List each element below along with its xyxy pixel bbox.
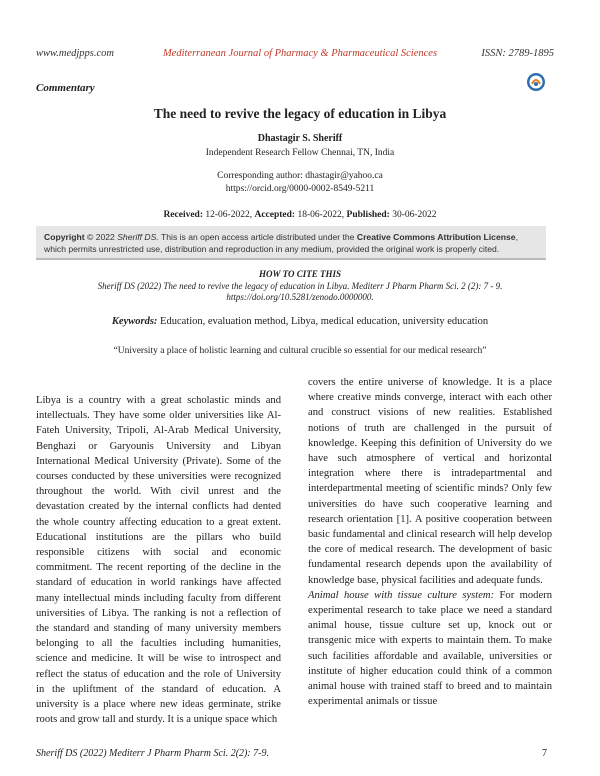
citation-line: Sheriff DS (2022) The need to revive the legacy of education in Libya. Mediterr J Pharm Pharm Sci. 2 (2): 7 - 9. [97, 281, 503, 291]
citation-text [60, 281, 540, 303]
article-type: Commentary [36, 82, 95, 94]
journal-website: www.medjpps.com [36, 48, 114, 59]
article-title: The need to revive the legacy of education in Libya [153, 106, 447, 121]
copyright-holder: Sheriff DS. [117, 232, 159, 242]
open-access-icon [526, 72, 546, 92]
author-name: Dhastagir S. Sheriff [257, 133, 343, 144]
doi-link[interactable]: https://doi.org/10.5281/zenodo.0000000. [226, 292, 374, 302]
subsection-heading: Animal house with tissue culture system: [308, 589, 495, 601]
license-link[interactable]: Creative Commons Attribution License [356, 232, 516, 242]
keywords-text: Education, evaluation method, Libya, medical education, university education [160, 316, 489, 327]
author-affiliation: Independent Research Fellow Chennai, TN, India [205, 148, 395, 158]
corresponding-info [0, 170, 600, 196]
keywords-label: Keywords: [111, 316, 158, 327]
issn: ISSN: 2789-1895 [481, 48, 554, 59]
copyright-text-2: , which permits unrestricted use, distribution and reproduction in any medium, provided the original work is properly cited. [44, 232, 518, 254]
copyright-year: © 2022 [86, 232, 115, 242]
keywords [0, 316, 600, 327]
subsection-text: For modern experimental research to take place we need a standard animal house, tissue culture set up, knock out or transgenic mice with experts to maintain them. To make such facilities affordable and available, universities or institute of higher education could think of a common animal house with trained staff to breed and to maintain experimental animals or tissue [308, 589, 552, 708]
body-paragraph [308, 588, 552, 710]
copyright-label: Copyright [44, 232, 85, 242]
corresponding-email[interactable]: Corresponding author: dhastagir@yahoo.ca [217, 171, 383, 181]
body-column-left [36, 393, 281, 727]
how-to-cite-heading: HOW TO CITE THIS [259, 269, 341, 279]
accepted-date: 18-06-2022, [297, 210, 345, 220]
page-number: 7 [542, 748, 547, 759]
orcid-link[interactable]: https://orcid.org/0000-0002-8549-5211 [225, 184, 375, 194]
pull-quote: “University a place of holistic learning and cultural crucible so essential for our medical research” [113, 346, 487, 356]
received-label: Received: [163, 210, 204, 220]
footer-citation: Sheriff DS (2022) Mediterr J Pharm Pharm Sci. 2(2): 7-9. [36, 748, 270, 759]
published-date: 30-06-2022 [392, 210, 437, 220]
accepted-label: Accepted: [254, 210, 296, 220]
copyright-notice [36, 226, 546, 260]
copyright-text: This is an open access article distributed under the [161, 232, 355, 242]
received-date: 12-06-2022, [205, 210, 253, 220]
body-paragraph: covers the entire universe of knowledge. It is a place where creative minds converge, interact with each other and construct visions of new realities. Established notions of truth are challenged in the pursuit of knowledge. Keeping this definition of University do we have such atmosphere of vertical and horizontal integration where there is intradepartmental and interdepartmental meeting of scientific minds? Only few universities do have such cooperative learning and research orientation [1]. A positive cooperation between basic fundamental and clinical research will help develop the core of medical research. The development of basic fundamental research depends upon the availability of knowledge base, physical facilities and adequate funds. [308, 377, 552, 586]
body-paragraph: Libya is a country with a great scholastic minds and intellectuals. They have some older universities like Al-Fateh University, Tripoli, Al-Arab Medical University, Benghazi or Garyounis University and Libyan International Medical University (Private). Some of the courses conducted by these universities were recognized throughout the world. With civil unrest and the devastation created by the internal conflicts had dented the whole country affecting education to a great extent. Educational institutions are the pillars who build responsible citizens with social and economic commitment. The recent reporting of the decline in the standard of education in world rankings have affected many intellectual minds including faculty from different universities of Libya. The ranking is not a reflection of the standard and standing of many university members belonging to all the faculties including humanities, science and medicine. It will be wise to introspect and reflect the status of education and the role of University in the upliftment of the standard of education. A university is a place where new ideas germinate, strike roots and grow tall and sturdy. It is a unique space which [36, 395, 281, 726]
article-dates [0, 210, 600, 220]
published-label: Published: [346, 210, 390, 220]
body-column-right [308, 375, 552, 709]
journal-name: Mediterranean Journal of Pharmacy & Pharmaceutical Sciences [162, 48, 438, 59]
